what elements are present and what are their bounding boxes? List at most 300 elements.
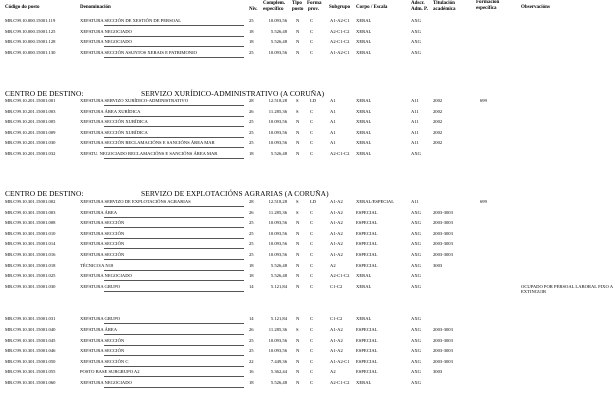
post-corps: XERAL [356, 129, 372, 135]
table-row [0, 130, 615, 140]
table-header [0, 0, 615, 16]
post-corps: ESPECIAL [356, 262, 378, 268]
post-level: 25 [249, 241, 254, 247]
post-level: 25 [249, 230, 254, 236]
post-level: 18 [249, 151, 254, 156]
table-row [0, 140, 615, 150]
post-subgroup: A2-C1-C2 [330, 28, 350, 34]
row-divider [104, 25, 244, 26]
post-code: MR.C99.10.301.15001.040 [5, 327, 56, 332]
post-degree: 2003-3003 [433, 241, 453, 247]
header-observacions: Observacións [521, 5, 550, 10]
header-niv: Nív. [249, 7, 258, 12]
post-code: MR.C99.10.301.15001.003 [5, 209, 56, 215]
post-name: XEFATURA GRUPO [80, 316, 121, 322]
row-divider [104, 345, 244, 346]
post-degree: 2002 [433, 98, 443, 103]
post-subgroup: A1-A2 [330, 348, 343, 354]
post-degree: 2003-3003 [433, 337, 453, 343]
post-name: POSTO BASE SUBGRUPO A2 [80, 369, 140, 375]
header-especifica: específica [476, 6, 497, 11]
post-provision: C [310, 283, 314, 289]
table-row [0, 338, 615, 348]
row-divider [104, 158, 244, 159]
row-divider [104, 105, 244, 106]
post-provision: C [310, 18, 314, 23]
post-subgroup: A1-A2 [330, 337, 343, 343]
post-complement: 10.093,56 [268, 129, 287, 135]
post-type: N [296, 337, 300, 343]
post-corps: ESPECIAL [356, 241, 378, 247]
post-subgroup: A1-A2-C1 [330, 18, 350, 23]
header-subgrupo: Subgrupo [329, 5, 351, 10]
post-type: N [296, 241, 300, 247]
post-complement: 10.093,56 [268, 348, 287, 354]
post-provision: C [310, 380, 314, 385]
table-row [0, 327, 615, 337]
post-name: XEFATURA SECCIÓN DE XESTIÓN DE PERSOAL [80, 18, 182, 23]
post-degree: 2003-3003 [433, 358, 453, 364]
post-type: N [296, 151, 300, 156]
post-name: XEFATURA NEGOCIADO [80, 273, 132, 279]
post-adscription: AXG [411, 209, 421, 215]
section-heading [5, 89, 325, 98]
post-name: XEFATU. NEGOCIADO RECLAMACIÓNS E SANCIÓNS ÁREA MAR [80, 151, 218, 156]
post-corps: XERAL [356, 273, 372, 279]
post-type: N [296, 39, 300, 45]
post-level: 14 [249, 283, 254, 289]
post-type: N [296, 348, 300, 354]
post-code: MR.C99.10.301.15001.050 [5, 358, 56, 364]
post-corps: XERAL [356, 18, 372, 23]
post-subgroup: A1 [330, 119, 336, 125]
post-complement: 10.093,56 [268, 252, 287, 257]
post-level: 18 [249, 380, 254, 385]
post-code: MR.C99.10.201.15001.030 [5, 140, 56, 146]
post-corps: ESPECIAL [356, 220, 378, 226]
post-name: XEFATURA GRUPO [80, 283, 121, 289]
header-tipo: Tipo [292, 1, 302, 6]
row-divider [104, 323, 244, 324]
post-provision: C [310, 327, 314, 332]
post-subgroup: A1-A2 [330, 230, 343, 236]
post-code: MR.C99.10.301.15001.018 [5, 262, 56, 268]
post-code: MR.C99.10.301.15001.031 [5, 316, 56, 322]
post-provision: C [310, 209, 314, 215]
post-subgroup: A2 [330, 262, 336, 268]
table-row [0, 348, 615, 358]
post-adscription: AXG [411, 220, 421, 226]
post-corps: ESPECIAL [356, 358, 378, 364]
row-divider [104, 206, 244, 207]
post-level: 16 [249, 369, 254, 375]
post-subgroup: A1 [330, 98, 336, 103]
post-level: 26 [249, 209, 254, 215]
post-complement: 7.449,36 [270, 358, 287, 364]
header-prov: prov. [308, 7, 319, 12]
post-provision: C [310, 28, 314, 34]
post-name: XEFATURA SERVIZO XURÍDICO-ADMINISTRATIVO [80, 98, 189, 103]
post-code: MR.C99.10.201.15001.003 [5, 108, 56, 114]
post-adscription: AXG [411, 316, 421, 322]
post-level: 25 [249, 119, 254, 125]
post-type: N [296, 316, 300, 322]
post-adscription: AXG [411, 262, 421, 268]
post-complement: 5.121,84 [270, 283, 287, 289]
post-complement: 10.093,56 [268, 220, 287, 226]
post-provision: C [310, 358, 314, 364]
row-divider [104, 280, 244, 281]
post-complement: 5.526,48 [270, 380, 287, 385]
row-divider [104, 137, 244, 138]
post-adscription: AXG [411, 252, 421, 257]
header-forma: Forma [307, 1, 322, 6]
post-level: 25 [249, 18, 254, 23]
post-name: XEFATURA SECCIÓN [80, 220, 125, 226]
post-adscription: AXG [411, 327, 421, 332]
post-subgroup: A1-A2 [330, 209, 343, 215]
post-provision: C [310, 108, 314, 114]
post-degree: 3003 [433, 369, 443, 375]
row-divider [104, 217, 244, 218]
post-subgroup: A1-A2 [330, 199, 343, 204]
post-complement: 11.285,36 [268, 108, 287, 114]
header-codigo: Código do posto [5, 5, 40, 10]
post-code: MR.C99.10.201.15001.005 [5, 119, 56, 125]
row-divider [104, 147, 244, 148]
table-row [0, 29, 615, 39]
post-type: N [296, 140, 300, 146]
post-type: N [296, 28, 300, 34]
post-complement: 10.093,56 [268, 119, 287, 125]
table-row [0, 380, 615, 390]
post-level: 25 [249, 140, 254, 146]
post-name: XEFATURA SECCIÓN XURÍDICA [80, 129, 148, 135]
post-level: 25 [249, 220, 254, 226]
post-provision: C [310, 348, 314, 354]
post-type: N [296, 220, 300, 226]
table-row [0, 273, 615, 283]
row-divider [104, 259, 244, 260]
post-provision: C [310, 252, 314, 257]
post-degree: 2003-3003 [433, 220, 453, 226]
post-corps: ESPECIAL [356, 209, 378, 215]
post-provision: C [310, 337, 314, 343]
post-provision: LD [310, 199, 317, 204]
post-level: 28 [249, 98, 254, 103]
post-complement: 11.285,36 [268, 209, 287, 215]
post-corps: ESPECIAL [356, 230, 378, 236]
section-label: CENTRO DE DESTINO: [5, 89, 84, 98]
post-type: S [296, 327, 299, 332]
post-corps: ESPECIAL [356, 369, 378, 375]
post-code: MR.C99.10.000.15001.130 [5, 49, 56, 55]
post-adscription: AXG [411, 230, 421, 236]
post-degree: 2003-3003 [433, 252, 453, 257]
post-complement: 5.526,48 [270, 28, 287, 34]
post-code: MR.C99.10.301.15001.060 [5, 380, 56, 385]
post-subgroup: C1-C2 [330, 283, 343, 289]
post-level: 18 [249, 273, 254, 279]
post-observations: OCUPADO POR PERSOAL LABORAL FIXO A EXTINGUIR [521, 283, 613, 295]
header-formacion: Formación [476, 0, 500, 5]
post-training: 699 [480, 199, 487, 204]
post-complement: 12.518,28 [268, 199, 287, 204]
post-provision: C [310, 151, 314, 156]
post-subgroup: A2-C1-C2 [330, 273, 350, 279]
post-complement: 10.093,56 [268, 241, 287, 247]
post-adscription: A11 [411, 108, 419, 114]
post-adscription: AXG [411, 241, 421, 247]
post-provision: C [310, 129, 314, 135]
post-corps: ESPECIAL [356, 337, 378, 343]
post-adscription: AXG [411, 18, 421, 23]
post-type: N [296, 230, 300, 236]
post-subgroup: A1-A2 [330, 327, 343, 332]
post-adscription: AXG [411, 39, 421, 45]
table-row [0, 359, 615, 369]
post-provision: C [310, 119, 314, 125]
post-complement: 12.518,28 [268, 98, 287, 103]
table-row [0, 316, 615, 326]
row-divider [104, 238, 244, 239]
row-divider [104, 116, 244, 117]
row-divider [104, 387, 244, 388]
table-row [0, 39, 615, 49]
post-corps: XERAL [356, 49, 372, 55]
post-provision: C [310, 369, 314, 375]
table-row [0, 241, 615, 251]
table-row [0, 369, 615, 379]
post-adscription: AXG [411, 348, 421, 354]
header-titulacion: Titulación [433, 1, 455, 6]
post-subgroup: A1-A2 [330, 220, 343, 226]
post-degree: 2002 [433, 129, 443, 135]
post-corps: XERAL [356, 28, 372, 34]
post-provision: C [310, 39, 314, 45]
post-degree: 2003-3003 [433, 327, 453, 332]
post-degree: 3003 [433, 262, 443, 268]
post-name: XEFATURA SECCIÓN [80, 337, 125, 343]
section-title: SERVIZO XURÍDICO-ADMINISTRATIVO (A CORUÑA) [141, 89, 325, 98]
post-code: MR.C99.10.000.15001.128 [5, 39, 56, 45]
post-complement: 5.362,44 [270, 369, 287, 375]
post-code: MR.C99.10.000.15001.125 [5, 28, 56, 34]
row-divider [104, 46, 244, 47]
row-divider [104, 291, 244, 292]
post-complement: 10.093,56 [268, 49, 287, 55]
post-code: MR.C99.10.000.15001.119 [5, 18, 56, 23]
post-level: 18 [249, 39, 254, 45]
post-subgroup: A1-A2 [330, 241, 343, 247]
post-type: N [296, 252, 300, 257]
table-row [0, 263, 615, 273]
post-adscription: AXG [411, 283, 421, 289]
post-complement: 10.093,56 [268, 140, 287, 146]
post-level: 18 [249, 262, 254, 268]
post-code: MR.C99.10.301.15001.010 [5, 230, 56, 236]
post-corps: XERAL [356, 140, 372, 146]
post-subgroup: A1 [330, 129, 336, 135]
table-row [0, 284, 615, 294]
post-complement: 10.093,56 [268, 337, 287, 343]
post-subgroup: A1-A2-C1 [330, 49, 350, 55]
post-subgroup: A1-A2-C1 [330, 358, 350, 364]
post-subgroup: A2-C1-C2 [330, 39, 350, 45]
post-provision: C [310, 273, 314, 279]
post-adscription: A11 [411, 140, 419, 146]
table-row [0, 220, 615, 230]
post-name: XEFATURA SECCIÓN ASUNTOS XERAIS E PATRIMONIO [80, 49, 197, 55]
post-type: N [296, 380, 300, 385]
post-level: 25 [249, 348, 254, 354]
post-level: 14 [249, 316, 254, 322]
table-row [0, 151, 615, 161]
table-row [0, 98, 615, 108]
row-divider [104, 227, 244, 228]
post-level: 18 [249, 28, 254, 34]
post-name: XEFATURA ÁREA [80, 327, 118, 332]
post-subgroup: A2-C1-C2 [330, 151, 350, 156]
post-adscription: AXG [411, 28, 421, 34]
post-level: 25 [249, 49, 254, 55]
post-code: MR.C99.10.201.15001.032 [5, 151, 56, 156]
post-type: N [296, 358, 300, 364]
post-complement: 10.093,56 [268, 230, 287, 236]
post-complement: 5.526,48 [270, 273, 287, 279]
post-adscription: A11 [411, 98, 419, 103]
post-level: 22 [249, 358, 254, 364]
post-type: N [296, 369, 300, 375]
post-corps: XERAL/ESPECIAL [356, 199, 395, 204]
post-type: S [296, 108, 299, 114]
table-row [0, 199, 615, 209]
header-posto: posto [292, 7, 304, 12]
header-adscr: Adscr. [411, 1, 425, 6]
post-adscription: AXG [411, 358, 421, 364]
post-complement: 5.526,48 [270, 151, 287, 156]
post-name: XEFATURA SECCIÓN RECLAMACIÓNS E SANCIÓNS ÁREA MAR [80, 140, 215, 146]
post-corps: XERAL [356, 119, 372, 125]
post-adscription: AXG [411, 273, 421, 279]
post-subgroup: A2-C1-C2 [330, 380, 350, 385]
post-adscription: A11 [411, 129, 419, 135]
post-corps: ESPECIAL [356, 348, 378, 354]
row-divider [104, 57, 244, 58]
post-provision: C [310, 241, 314, 247]
post-level: 25 [249, 252, 254, 257]
table-row [0, 109, 615, 119]
header-corpo: Corpo / Escala [356, 5, 388, 10]
post-name: XEFATURA SECCIÓN C [80, 358, 129, 364]
post-corps: XERAL [356, 151, 372, 156]
section-heading [5, 189, 329, 198]
post-adscription: A11 [411, 119, 419, 125]
post-level: 28 [249, 199, 254, 204]
post-code: MR.C99.10.201.15001.001 [5, 98, 56, 103]
row-divider [104, 334, 244, 335]
post-adscription: AXG [411, 151, 421, 156]
table-row [0, 252, 615, 262]
section-label: CENTRO DE DESTINO: [5, 189, 84, 198]
post-corps: XERAL [356, 98, 372, 103]
post-adscription: A11 [411, 199, 419, 204]
table-row [0, 18, 615, 28]
table-row [0, 231, 615, 241]
post-complement: 11.285,36 [268, 327, 287, 332]
post-code: MR.C99.10.301.15001.016 [5, 252, 56, 257]
post-type: N [296, 119, 300, 125]
row-divider [104, 248, 244, 249]
post-degree: 2003-3003 [433, 209, 453, 215]
post-code: MR.C99.10.301.15001.046 [5, 348, 56, 354]
header-denominacion: Denominación [80, 5, 111, 10]
row-divider [104, 376, 244, 377]
post-corps: ESPECIAL [356, 252, 378, 257]
post-name: XEFATURA NEGOCIADO [80, 380, 132, 385]
post-corps: XERAL [356, 283, 372, 289]
post-type: S [296, 199, 299, 204]
post-name: XEFATURA SECCIÓN [80, 348, 125, 354]
post-provision: C [310, 49, 314, 55]
post-subgroup: C1-C2 [330, 316, 343, 322]
post-name: XEFATURA SERVIZO DE EXPLOTACIÓNS AGRARIAS [80, 199, 191, 204]
row-divider [104, 355, 244, 356]
post-level: 26 [249, 108, 254, 114]
post-type: N [296, 273, 300, 279]
post-degree: 2003-3003 [433, 230, 453, 236]
post-level: 25 [249, 129, 254, 135]
post-name: XEFATURA NEGOCIADO [80, 39, 132, 45]
post-degree: 2003-3003 [433, 348, 453, 354]
row-divider [104, 270, 244, 271]
post-degree: 2002 [433, 119, 443, 125]
post-type: N [296, 18, 300, 23]
post-provision: LD [310, 98, 317, 103]
post-type: N [296, 49, 300, 55]
post-code: MR.C99.10.301.15001.014 [5, 241, 56, 247]
table-row [0, 119, 615, 129]
row-divider [104, 126, 244, 127]
post-name: TÉCNICO/A N18 [80, 262, 114, 268]
table-row [0, 50, 615, 60]
row-divider [104, 366, 244, 367]
post-provision: C [310, 230, 314, 236]
post-complement: 5.121,84 [270, 316, 287, 322]
post-provision: C [310, 220, 314, 226]
post-name: XEFATURA SECCIÓN [80, 252, 125, 257]
post-name: XEFATURA SECCIÓN XURÍDICA [80, 119, 148, 125]
post-corps: ESPECIAL [356, 327, 378, 332]
table-row [0, 210, 615, 220]
post-code: MR.C99.10.301.15001.008 [5, 220, 56, 226]
post-subgroup: A2 [330, 369, 336, 375]
post-name: XEFATURA ÁREA XURÍDICA [80, 108, 141, 114]
post-adscription: AXG [411, 49, 421, 55]
post-corps: XERAL [356, 108, 372, 114]
post-code: MR.C99.10.201.15001.009 [5, 129, 56, 135]
post-code: MR.C99.10.301.15001.030 [5, 283, 56, 289]
post-subgroup: A1-A2 [330, 252, 343, 257]
post-code: MR.C99.10.301.15001.055 [5, 369, 56, 375]
post-name: XEFATURA SECCIÓN [80, 230, 125, 236]
post-name: XEFATURA NEGOCIADO [80, 28, 132, 34]
post-degree: 2002 [433, 108, 443, 114]
post-type: S [296, 98, 299, 103]
post-type: N [296, 262, 300, 268]
post-degree: 2002 [433, 140, 443, 146]
post-provision: C [310, 316, 314, 322]
